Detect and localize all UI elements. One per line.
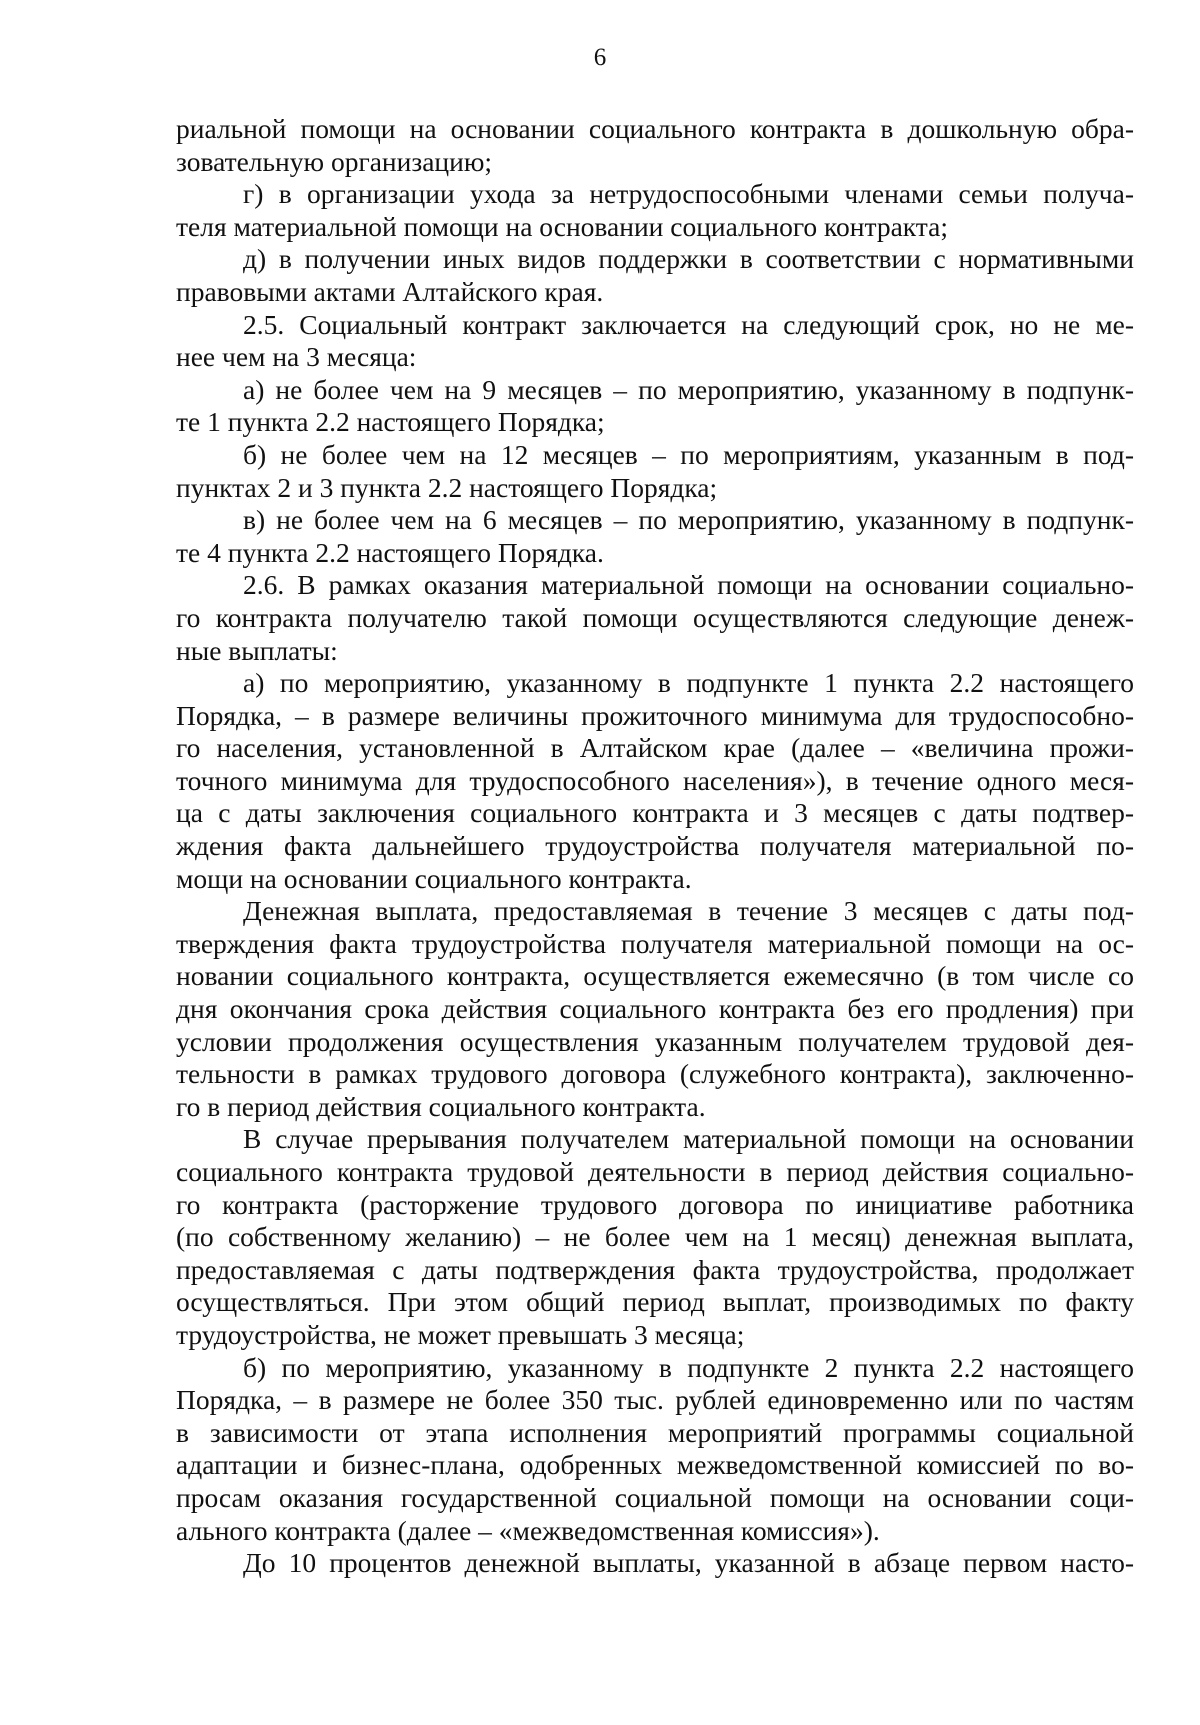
paragraph-line: осуществляться. При этом общий период выплат, производимых по факту <box>176 1286 1134 1318</box>
paragraph: 2.5. Социальный контракт заключается на следующий срок, но не ме- <box>243 308 1134 340</box>
paragraph-end: те 1 пункта 2.2 настоящего Порядка; <box>176 406 605 438</box>
paragraph-line: тверждения факта трудоустройства получателя материальной помощи на ос- <box>176 927 1134 959</box>
paragraph-line: адаптации и бизнес-плана, одобренных межведомственной комиссией по во- <box>176 1449 1134 1481</box>
paragraph-end: трудоустройства, не может превышать 3 месяца; <box>176 1318 745 1350</box>
paragraph-end: мощи на основании социального контракта. <box>176 862 692 894</box>
paragraph-end: те 4 пункта 2.2 настоящего Порядка. <box>176 536 604 568</box>
paragraph-line: тельности в рамках трудового договора (служебного контракта), заключенно- <box>176 1058 1134 1090</box>
paragraph-line: просам оказания государственной социальной помощи на основании соци- <box>176 1481 1134 1513</box>
paragraph-end: пунктах 2 и 3 пункта 2.2 настоящего Порядка; <box>176 471 718 503</box>
paragraph-line: ца с даты заключения социального контракта и 3 месяцев с даты подтвер- <box>176 797 1134 829</box>
paragraph-end: правовыми актами Алтайского края. <box>176 275 604 307</box>
page-number: 6 <box>593 44 607 71</box>
paragraph: риальной помощи на основании социального контракта в дошкольную обра- <box>176 113 1134 144</box>
paragraph-line: социального контракта трудовой деятельности в период действия социально- <box>176 1156 1134 1187</box>
paragraph: в) не более чем на 6 месяцев – по мероприятию, указанному в подпунк- <box>243 504 1134 536</box>
paragraph-end: ального контракта (далее – «межведомственная комиссия»). <box>176 1514 880 1546</box>
paragraph-end: зовательную организацию; <box>176 145 493 177</box>
paragraph-end: нее чем на 3 месяца: <box>176 341 417 373</box>
paragraph-line: (по собственному желанию) – не более чем на 1 месяц) денежная выплата, <box>176 1221 1134 1253</box>
paragraph: а) по мероприятию, указанному в подпункте 1 пункта 2.2 настоящего <box>243 667 1134 699</box>
paragraph: д) в получении иных видов поддержки в соответствии с нормативными <box>243 243 1134 275</box>
paragraph-line: в зависимости от этапа исполнения мероприятий программы социальной <box>176 1416 1134 1448</box>
paragraph: Денежная выплата, предоставляемая в течение 3 месяцев с даты под- <box>243 895 1134 927</box>
paragraph-line: го контракта (расторжение трудового договора по инициативе работника <box>176 1188 1134 1220</box>
paragraph-end: ные выплаты: <box>176 634 338 666</box>
paragraph-line: Порядка, – в размере не более 350 тыс. рублей единовременно или по частям <box>176 1384 1134 1416</box>
paragraph: г) в организации ухода за нетрудоспособными членами семьи получа- <box>243 178 1134 210</box>
paragraph-end: го в период действия социального контракта. <box>176 1090 706 1122</box>
paragraph-line: го населения, установленной в Алтайском крае (далее – «величина прожи- <box>176 732 1134 764</box>
paragraph-line: дня окончания срока действия социального контракта без его продления) при <box>176 993 1134 1025</box>
paragraph-line: Порядка, – в размере величины прожиточного минимума для трудоспособно- <box>176 699 1134 731</box>
paragraph: 2.6. В рамках оказания материальной помощи на основании социально- <box>243 569 1134 601</box>
paragraph-line: предоставляемая с даты подтверждения факта трудоустройства, продолжает <box>176 1253 1134 1285</box>
paragraph: б) по мероприятию, указанному в подпункте 2 пункта 2.2 настоящего <box>243 1351 1134 1383</box>
paragraph: В случае прерывания получателем материальной помощи на основании <box>243 1123 1134 1155</box>
paragraph-line: условии продолжения осуществления указанным получателем трудовой дея- <box>176 1025 1134 1057</box>
paragraph-line: ждения факта дальнейшего трудоустройства получателя материальной по- <box>176 830 1134 862</box>
paragraph-line: го контракта получателю такой помощи осуществляются следующие денеж- <box>176 601 1134 633</box>
paragraph-line: новании социального контракта, осуществляется ежемесячно (в том числе со <box>176 960 1134 992</box>
paragraph-line: точного минимума для трудоспособного населения»), в течение одного меся- <box>176 764 1134 796</box>
paragraph: а) не более чем на 9 месяцев – по мероприятию, указанному в подпунк- <box>243 373 1134 405</box>
paragraph: б) не более чем на 12 месяцев – по мероприятиям, указанным в под- <box>243 438 1134 470</box>
paragraph-end: теля материальной помощи на основании социального контракта; <box>176 210 948 242</box>
paragraph: До 10 процентов денежной выплаты, указанной в абзаце первом насто- <box>243 1547 1134 1579</box>
document-body <box>176 113 1134 1580</box>
